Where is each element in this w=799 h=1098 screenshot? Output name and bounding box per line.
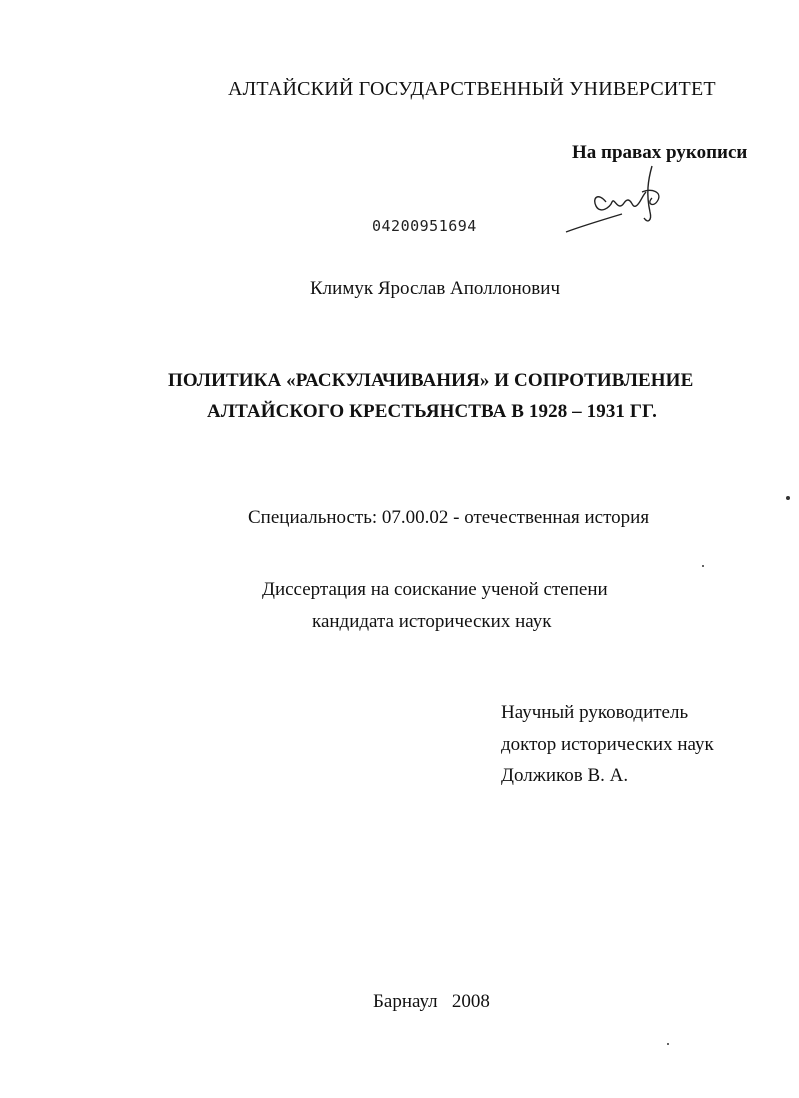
scan-speck bbox=[702, 565, 704, 567]
supervisor-rank: доктор исторических наук bbox=[501, 734, 714, 755]
degree-line-1: Диссертация на соискание ученой степени bbox=[262, 579, 608, 600]
university-name: АЛТАЙСКИЙ ГОСУДАРСТВЕННЫЙ УНИВЕРСИТЕТ bbox=[228, 78, 716, 100]
manuscript-note: На правах рукописи bbox=[572, 142, 748, 163]
supervisor-name: Должиков В. А. bbox=[501, 765, 629, 786]
dissertation-title-line-2: АЛТАЙСКОГО КРЕСТЬЯНСТВА В 1928 – 1931 ГГ. bbox=[207, 401, 657, 422]
scan-speck bbox=[786, 496, 790, 500]
supervisor-role: Научный руководитель bbox=[501, 702, 689, 723]
author-name: Климук Ярослав Аполлонович bbox=[310, 278, 561, 299]
scan-speck bbox=[667, 1043, 669, 1045]
specialty: Специальность: 07.00.02 - отечественная история bbox=[248, 507, 650, 528]
city-year: Барнаул 2008 bbox=[373, 991, 490, 1012]
registration-number: 04200951694 bbox=[372, 217, 477, 235]
dissertation-title-line-1: ПОЛИТИКА «РАСКУЛАЧИВАНИЯ» И СОПРОТИВЛЕНИЕ bbox=[168, 370, 694, 391]
signature-icon bbox=[562, 162, 674, 236]
degree-line-2: кандидата исторических наук bbox=[312, 611, 552, 632]
